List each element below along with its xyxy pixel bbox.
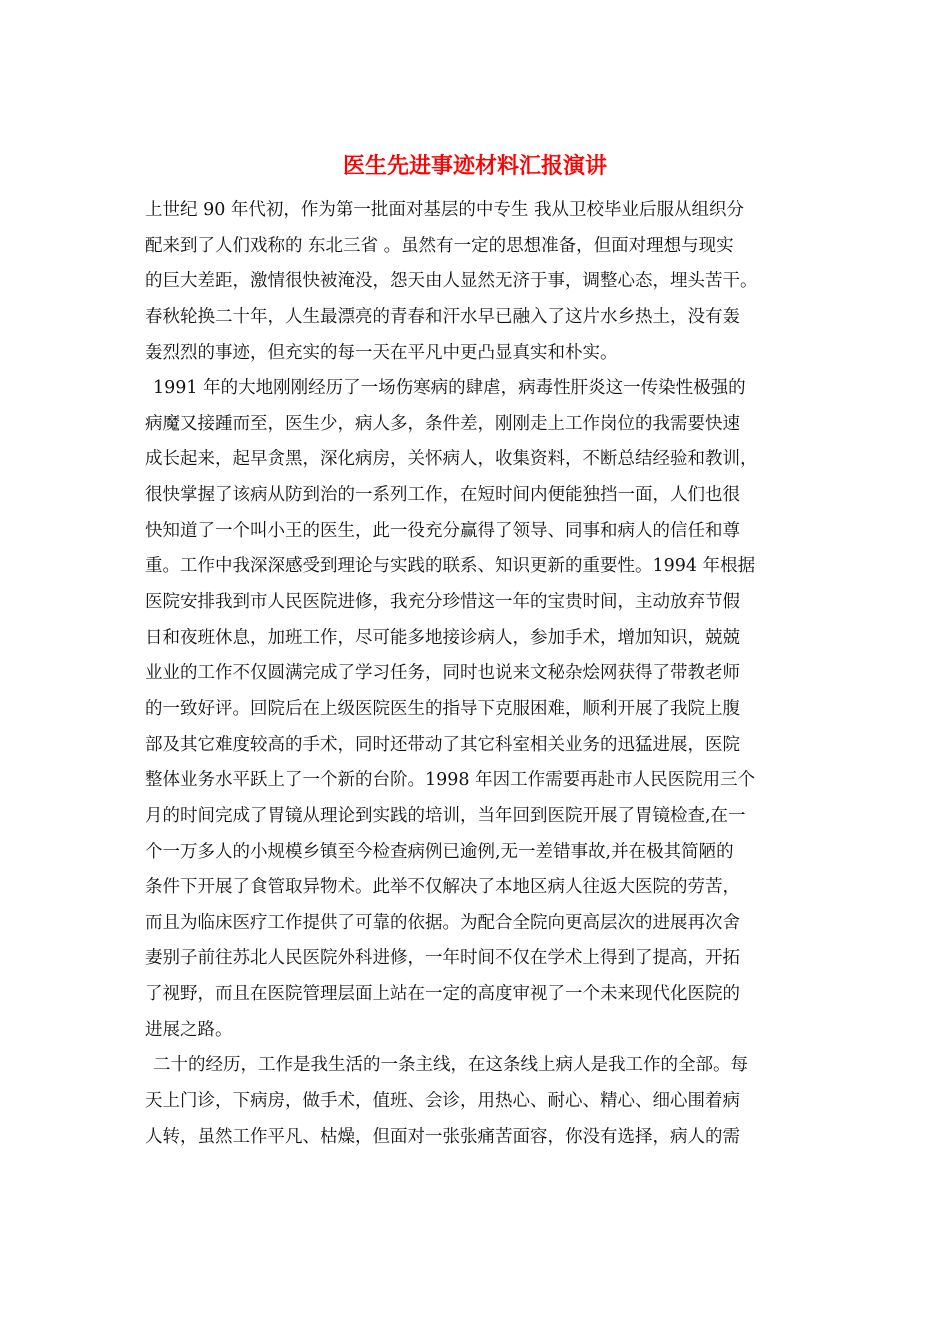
text-line: 二十的经历，工作是我生活的一条主线，在这条线上病人是我工作的全部。每 xyxy=(153,1055,748,1076)
text-line: 进展之路。 xyxy=(145,1019,233,1040)
text-line: 快知道了一个叫小王的医生，此一役充分赢得了领导、同事和病人的信任和尊 xyxy=(145,520,740,541)
text-line: 1991 年的大地刚刚经历了一场伤寒病的肆虐，病毒性肝炎这一传染性极强的 xyxy=(153,378,746,399)
text-line: 春秋轮换二十年，人生最漂亮的青春和汗水早已融入了这片水乡热土，没有轰 xyxy=(145,306,740,327)
text-line: 病魔又接踵而至，医生少，病人多，条件差，刚刚走上工作岗位的我需要快速 xyxy=(145,413,740,434)
text-line: 重。工作中我深深感受到理论与实践的联系、知识更新的重要性。1994 年根据 xyxy=(145,556,756,577)
text-line: 的巨大差距，激情很快被淹没，怨天由人显然无济于事，调整心态，埋头苦干。 xyxy=(145,271,758,292)
text-line: 整体业务水平跃上了一个新的台阶。1998 年因工作需要再赴市人民医院用三个 xyxy=(145,770,756,791)
text-line: 上世纪 90 年代初，作为第一批面对基层的中专生 我从卫校毕业后服从组织分 xyxy=(145,200,744,220)
text-line: 配来到了人们戏称的 东北三省 。虽然有一定的思想准备，但面对理想与现实 xyxy=(145,235,734,256)
text-line: 条件下开展了食管取异物术。此举不仅解决了本地区病人往返大医院的劳苦， xyxy=(145,877,740,898)
text-line: 妻别子前往苏北人民医院外科进修，一年时间不仅在学术上得到了提高，开拓 xyxy=(145,948,740,969)
text-line: 人转，虽然工作平凡、枯燥，但面对一张张痛苦面容，你没有选择，病人的需 xyxy=(145,1126,740,1147)
text-line: 成长起来，起早贪黑，深化病房，关怀病人，收集资料，不断总结经验和教训， xyxy=(145,449,758,470)
text-line: 个一万多人的小规模乡镇至今检查病例已逾例,无一差错事故,并在极其简陋的 xyxy=(145,841,734,862)
text-line: 部及其它难度较高的手术，同时还带动了其它科室相关业务的迅猛进展，医院 xyxy=(145,734,740,755)
text-line: 而且为临床医疗工作提供了可靠的依据。为配合全院向更高层次的进展再次舍 xyxy=(145,912,740,933)
text-line: 业业的工作不仅圆满完成了学习任务，同时也说来文秘杂烩网获得了带教老师 xyxy=(145,663,740,684)
text-line: 了视野，而且在医院管理层面上站在一定的高度审视了一个未来现代化医院的 xyxy=(145,984,740,1005)
text-line: 医院安排我到市人民医院进修，我充分珍惜这一年的宝贵时间，主动放弃节假 xyxy=(145,592,740,613)
text-line: 很快掌握了该病从防到治的一系列工作，在短时间内便能独挡一面，人们也很 xyxy=(145,485,740,506)
text-line: 日和夜班休息，加班工作，尽可能多地接诊病人，参加手术，增加知识，兢兢 xyxy=(145,627,740,648)
document-title: 医生先进事迹材料汇报演讲 xyxy=(342,153,607,179)
document-body xyxy=(145,193,813,1155)
text-line: 轰烈烈的事迹，但充实的每一天在平凡中更凸显真实和朴实。 xyxy=(145,342,618,363)
text-line: 月的时间完成了胃镜从理论到实践的培训，当年回到医院开展了胃镜检查,在一 xyxy=(145,805,746,826)
text-line: 天上门诊，下病房，做手术，值班、会诊，用热心、耐心、精心、细心围着病 xyxy=(145,1091,740,1112)
text-line: 的一致好评。回院后在上级医院医生的指导下克服困难，顺利开展了我院上腹 xyxy=(145,698,740,719)
